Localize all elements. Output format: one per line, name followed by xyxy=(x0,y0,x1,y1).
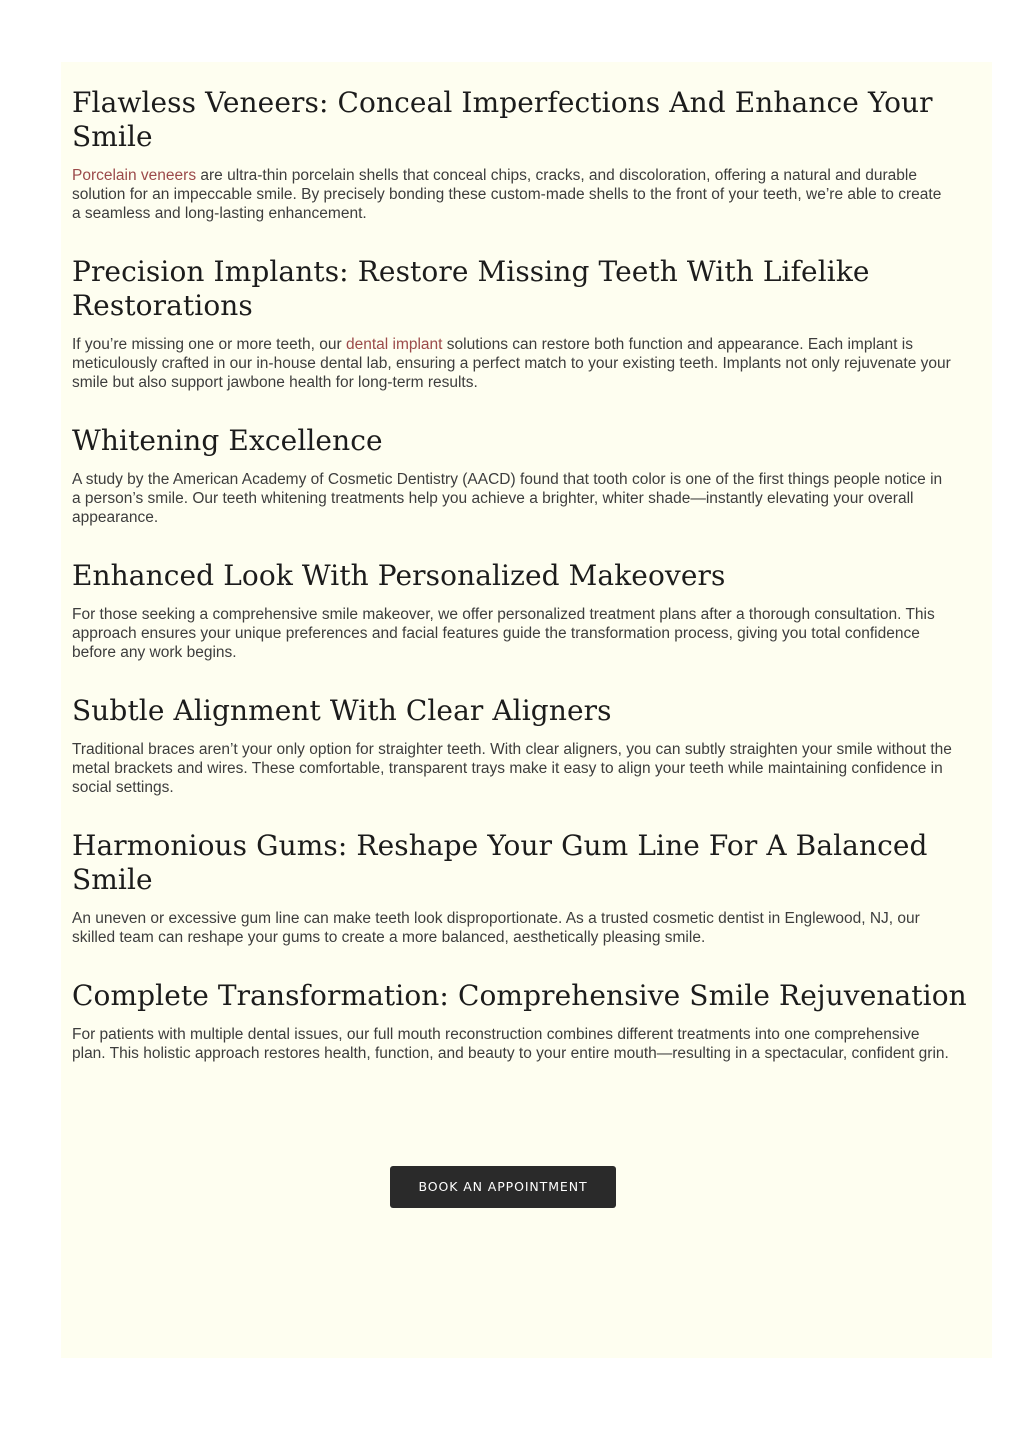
section-transformation xyxy=(72,979,982,1063)
section-title: Harmonious Gums: Reshape Your Gum Line For A Balanced Smile xyxy=(72,829,928,896)
section-whitening xyxy=(72,424,982,527)
book-appointment-button[interactable]: BOOK AN APPOINTMENT xyxy=(390,1166,616,1208)
section-title: Precision Implants: Restore Missing Teeth With Lifelike Restorations xyxy=(72,255,870,322)
section-body: An uneven or excessive gum line can make teeth look disproportionate. As a trusted cosmetic dentist in Englewood, NJ, our skilled team can reshape your gums to create a more balanced, aesthetically pleasing smile. xyxy=(72,910,920,946)
content-panel xyxy=(61,62,992,1358)
section-gums xyxy=(72,829,982,947)
section-body-text: solutions can restore both function and appearance. Each implant is meticulously crafted in our in-house dental lab, ensuring a perfect match to your existing teeth. Implants not only rejuvenate your smile but also support jawbone health for long-term results. xyxy=(72,336,951,391)
section-veneers xyxy=(72,86,982,223)
section-body xyxy=(72,166,952,223)
dental-implant-link[interactable]: dental implant xyxy=(345,336,443,353)
section-body: A study by the American Academy of Cosmetic Dentistry (AACD) found that tooth color is one of the first things people notice in a person’s smile. Our teeth whitening treatments help you achieve a brighter, whiter shade—instantly elevating your overall appearance. xyxy=(72,471,943,526)
section-makeovers xyxy=(72,559,982,662)
section-title: Subtle Alignment With Clear Aligners xyxy=(72,694,612,727)
section-title: Complete Transformation: Comprehensive Smile Rejuvenation xyxy=(72,979,967,1012)
section-title: Enhanced Look With Personalized Makeovers xyxy=(72,559,726,592)
section-body: Traditional braces aren’t your only option for straighter teeth. With clear aligners, you can subtly straighten your smile without the metal brackets and wires. These comfortable, transparent trays make it easy to align your teeth while maintaining confidence in social settings. xyxy=(72,741,952,796)
section-body xyxy=(72,335,952,392)
section-body-text: If you’re missing one or more teeth, our xyxy=(72,336,346,353)
cta-container xyxy=(390,1166,616,1208)
section-body-text: are ultra-thin porcelain shells that conceal chips, cracks, and discoloration, offering a natural and durable solution for an impeccable smile. By precisely bonding these custom-made shells to the front of your teeth, we’re able to create a seamless and long-lasting enhancement. xyxy=(72,167,942,222)
section-body: For patients with multiple dental issues, our full mouth reconstruction combines different treatments into one comprehensive plan. This holistic approach restores health, function, and beauty to your entire mouth—resulting in a spectacular, confident grin. xyxy=(72,1026,949,1062)
section-aligners xyxy=(72,694,982,797)
section-body: For those seeking a comprehensive smile makeover, we offer personalized treatment plans after a thorough consultation. This approach ensures your unique preferences and facial features guide the transformation process, giving you total confidence before any work begins. xyxy=(72,606,935,661)
porcelain-veneers-link[interactable]: Porcelain veneers xyxy=(72,167,197,184)
section-implants xyxy=(72,255,982,392)
section-title: Whitening Excellence xyxy=(72,424,383,457)
section-title: Flawless Veneers: Conceal Imperfections And Enhance Your Smile xyxy=(72,86,933,153)
